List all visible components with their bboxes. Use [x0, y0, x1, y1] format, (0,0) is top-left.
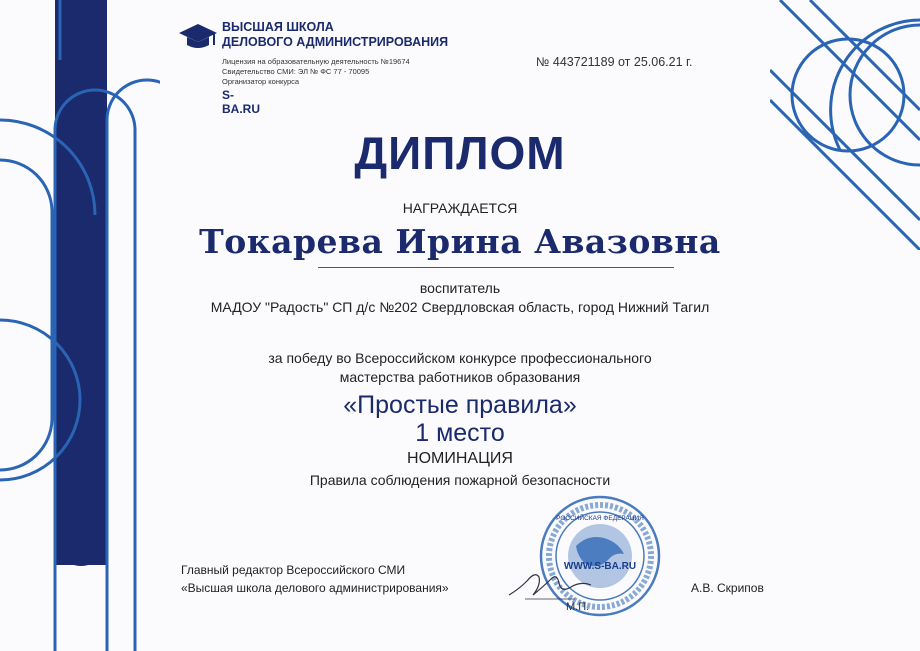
nomination-label: НОМИНАЦИЯ — [407, 450, 513, 467]
editor-title-line1: Главный редактор Всероссийского СМИ — [181, 563, 406, 577]
document-number: № 443721189 от 25.06.21 г. — [536, 55, 693, 69]
organization-name — [222, 20, 482, 50]
recipient-position: воспитатель — [419, 280, 501, 296]
award-reason-line1: за победу во Всероссийском конкурсе профессионального — [268, 350, 652, 366]
stamp-place-label: М.П. — [566, 601, 590, 613]
nomination-text: Правила соблюдения пожарной безопасности — [309, 472, 611, 488]
award-reason-line2: мастерства работников образования — [339, 369, 581, 385]
seal-ring-text: РОССИЙСКАЯ ФЕДЕРАЦИЯ — [556, 515, 644, 522]
media-certificate-text: Свидетельство СМИ: ЭЛ № ФС 77 - 70095 — [222, 67, 370, 76]
recipient-underline — [318, 267, 674, 268]
signer-name: А.В. Скрипов — [691, 581, 764, 595]
organization-name-line2: ДЕЛОВОГО АДМИНИСТРИРОВАНИЯ — [222, 35, 449, 49]
recipient-organization: МАДОУ "Радость" СП д/с №202 Свердловская область, город Нижний Тагил — [210, 299, 710, 315]
organization-name-line1: ВЫСШАЯ ШКОЛА — [222, 20, 334, 34]
organization-site: S-BA.RU — [222, 88, 260, 116]
left-decoration — [0, 0, 160, 651]
contest-name: «Простые правила» — [343, 391, 577, 419]
award-place: 1 место — [415, 419, 505, 447]
license-text: Лицензия на образовательную деятельность №19674 — [222, 57, 410, 66]
recipient-name: Токарева Ирина Авазовна — [199, 222, 721, 261]
awarded-label: НАГРАЖДАЕТСЯ — [402, 200, 518, 216]
seal-site-text: WWW.S-BA.RU — [563, 561, 637, 572]
diploma-title: ДИПЛОМ — [354, 127, 566, 179]
editor-title-line2: «Высшая школа делового администрирования» — [181, 581, 449, 595]
organizer-label: Организатор конкурса — [222, 77, 300, 86]
graduation-cap-icon — [178, 22, 218, 52]
